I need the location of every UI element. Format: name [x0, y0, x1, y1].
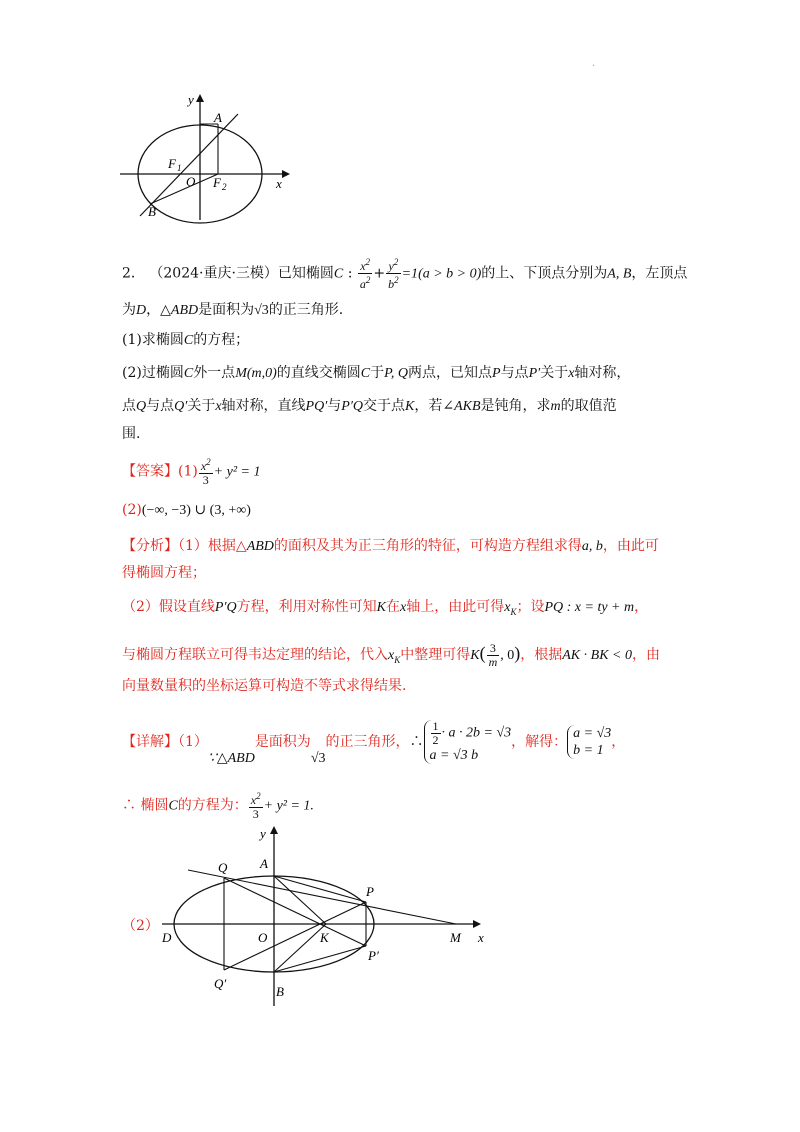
part-2-question-line-3: [122, 424, 140, 444]
analysis-vector-condition: AK · BK < 0: [562, 648, 632, 663]
fig2-label-d: D: [162, 930, 172, 945]
part1-label: (1)求椭圆: [122, 332, 184, 348]
detail-t2: 的正三角形，: [325, 734, 410, 750]
problem-text-3: ，左顶点: [631, 265, 688, 282]
detail-t1: 是面积为: [254, 734, 311, 750]
fig1-label-o: O: [186, 174, 196, 189]
analysis-l4-b: 中整理可得: [400, 647, 471, 663]
problem-line-2: [122, 300, 343, 321]
point-p-prime: P′: [528, 366, 541, 381]
detail-sqrt3: √3: [310, 751, 326, 766]
fig1-line-bo: [150, 174, 218, 204]
analysis-k-coord: K( $\frac{3}{m}$ , 0): [470, 641, 521, 670]
fig2-x-arrow: [473, 920, 481, 928]
part-2-question-line-1: [122, 363, 630, 384]
triangle-abd: ABD: [170, 303, 199, 318]
answer-interval: (−∞, −3) ∪ (3, +∞): [141, 503, 251, 518]
analysis-tag: 【分析】: [122, 538, 178, 554]
point-k: K: [405, 399, 415, 414]
analysis-l5: 向量数量积的坐标运算可构造不等式求得结果.: [122, 678, 407, 694]
part2-l1-a: (2)过椭圆: [122, 365, 184, 381]
analysis-l3-c: 在: [386, 599, 400, 615]
frac-y2-b2: $\frac{y^2}{b^2}$: [388, 257, 399, 291]
part2-l1-d: 于: [370, 365, 385, 381]
fig2-label-b: B: [276, 984, 284, 999]
part2-l1-h: 轴对称，: [574, 365, 631, 381]
analysis-x: x: [400, 600, 407, 615]
fig1-line-ab: [140, 114, 238, 216]
answer-frac: $\frac{x^2}{3}$: [200, 457, 211, 487]
part2-l2-h: 是钝角，求: [480, 398, 551, 414]
part2-l3: 围.: [122, 426, 141, 442]
detail-conclusion-rest: + y² = 1.: [263, 798, 314, 814]
points-pq: P, Q: [384, 366, 408, 381]
detail-conclusion-b: 的方程为：: [177, 797, 248, 814]
fig1-x-arrow: [282, 170, 290, 178]
answer-line-2: [122, 500, 251, 521]
part2-l2-i: 的取值范: [560, 398, 617, 414]
sqrt-3: √3: [254, 303, 269, 318]
part2-l2-x: x: [215, 399, 222, 414]
part2-l2-d: 轴对称，直线: [221, 398, 306, 414]
part2-l2-b: 与点: [146, 398, 175, 414]
ellipse-figure-1: [110, 88, 300, 228]
angle-akb: AKB: [454, 399, 481, 414]
part1-c: C: [183, 333, 194, 348]
vertices-ab: A, B: [607, 266, 632, 282]
detail-conclusion-a: ∴ 椭圆: [122, 797, 169, 814]
detail-conclusion: [122, 790, 314, 821]
part-1-question: [122, 330, 249, 351]
part2-l2-g: ，若∠: [414, 398, 455, 414]
point-m: M(m,0): [235, 366, 277, 381]
problem-text-2: 的上、下顶点分别为: [481, 265, 608, 282]
analysis-l3-b: 方程，利用对称性可知: [236, 599, 377, 615]
fig2-label-x: x: [478, 930, 484, 945]
analysis-line-2: [122, 563, 206, 583]
answer-rest: + y² = 1: [213, 464, 261, 480]
point-p: P: [492, 366, 501, 381]
fig1-label-x: x: [276, 176, 282, 191]
analysis-l4-a: 与椭圆方程联立可得韦达定理的结论，代入: [122, 647, 388, 663]
fig2-y-arrow: [270, 826, 278, 834]
point-q: Q: [136, 399, 147, 414]
fig2-label-q: Q: [218, 860, 228, 875]
frac-x2-a2: $\frac{x^2}{a^2}$: [359, 257, 371, 291]
fig2-label-m: M: [450, 930, 461, 945]
detail-t4: ，: [611, 734, 626, 750]
detail-tag: 【详解】: [122, 734, 178, 750]
analysis-l3-a: （2）假设直线: [122, 599, 215, 615]
part2-l2-e: 与: [327, 398, 342, 414]
fig2-label-qp: Q′: [214, 976, 227, 991]
part2-l1-f: 与点: [500, 365, 529, 381]
answer-tag: 【答案】: [122, 463, 178, 480]
figure-2-label: （2）: [122, 918, 159, 934]
problem-line2-c: 是面积为: [198, 302, 255, 318]
part2-l2-a: 点: [122, 398, 136, 414]
fig1-y-arrow: [196, 94, 204, 102]
detail-solution: a = √3 b = 1: [567, 725, 611, 759]
page-dot: .: [592, 58, 596, 69]
analysis-l4-c: ，根据: [520, 647, 563, 663]
analysis-l4-x-k: $x_K$: [388, 648, 401, 665]
part2-l1-g: 关于: [540, 365, 569, 381]
vertex-d: D: [136, 303, 147, 318]
detail-system: $\frac{1}{2}$ · a · 2b = √3 a = √3 b: [424, 720, 512, 764]
analysis-line-eq: PQ : x = ty + m: [544, 600, 635, 615]
problem-line-1: 2． （2024·重庆·三模）已知椭圆C : $\frac{x^2}{a^2}$ + $\frac{y^2}{b^2}$ =1(a > b > 0)的上、下顶点分别为A, B，左顶点: [122, 257, 688, 291]
equation-rhs: =1: [401, 266, 419, 282]
detail-because: ∵△ABD: [207, 751, 255, 766]
point-q-prime: Q′: [174, 399, 188, 414]
problem-ellipse-c: C: [333, 266, 344, 282]
problem-line2-b: ，△: [146, 302, 171, 318]
answer-line-1: [122, 456, 260, 487]
part2-l1-x: x: [568, 366, 575, 381]
analysis-l1-a: （1）根据△: [178, 538, 247, 554]
ellipse-figure-2: [148, 820, 498, 1010]
detail-conclusion-frac: $\frac{x^2}{3}$: [250, 791, 261, 821]
problem-number: 2．: [122, 265, 145, 282]
part2-l1-c2: C: [360, 366, 371, 381]
analysis-p-prime-q: P′Q: [214, 600, 237, 615]
analysis-abd: ABD: [246, 539, 274, 554]
part2-l1-text-c: 的直线交椭圆: [276, 365, 361, 381]
part2-l1-e: 两点，已知点: [408, 365, 492, 381]
condition-a-b: (a > b > 0): [418, 266, 482, 282]
problem-source: （2024·重庆·三模）: [149, 265, 278, 282]
analysis-line-1: [122, 536, 659, 557]
part2-l2-c: 关于: [187, 398, 216, 414]
part2-l2-f: 交于点: [363, 398, 405, 414]
analysis-l3-f: ，: [634, 599, 649, 615]
fig1-label-y: y: [188, 92, 194, 107]
fig1-label-f1: F: [168, 156, 176, 171]
analysis-k: K: [376, 600, 386, 615]
fig2-label-p: P: [366, 884, 374, 899]
detail-p1: （1）: [178, 734, 208, 750]
fig2-label-pp: P′: [368, 948, 379, 963]
part1-rest: 的方程；: [193, 332, 250, 348]
problem-line2-a: 为: [122, 302, 136, 318]
param-m: m: [550, 399, 561, 414]
fig1-label-f2: F: [213, 175, 221, 190]
problem-text-1: 已知椭圆: [277, 265, 334, 282]
analysis-ab: a, b: [581, 539, 603, 554]
fig2-label-y: y: [260, 826, 266, 841]
analysis-l4-d: ，由: [631, 647, 660, 663]
part2-l1-c: C: [183, 366, 194, 381]
fig2-label-a: A: [260, 856, 268, 871]
analysis-line-4: [122, 638, 660, 675]
fig1-label-f1-sub: 1: [177, 163, 182, 173]
fig2-line-m-q: [188, 870, 456, 924]
part2-l1-b: 外一点: [193, 365, 236, 381]
fig2-label-o: O: [258, 930, 268, 945]
fig2-label-k: K: [320, 930, 329, 945]
fig1-label-a: A: [214, 110, 222, 125]
detail-therefore: ∴: [409, 734, 424, 750]
line-pq-prime: PQ′: [305, 399, 328, 414]
fig1-label-f2-sub: 2: [222, 182, 227, 192]
fig1-label-b: B: [148, 204, 156, 219]
answer-p1: (1): [178, 463, 198, 480]
detail-line-1: [122, 712, 625, 773]
analysis-l3-e: ；设: [516, 599, 545, 615]
analysis-l1-c: ，由此可: [602, 538, 659, 554]
detail-t3: ，解得：: [511, 734, 568, 750]
analysis-l1-b: 的面积及其为正三角形的特征，可构造方程组求得: [273, 538, 582, 554]
detail-conclusion-c: C: [168, 798, 178, 814]
answer-p2: (2): [122, 502, 142, 518]
part-2-question-line-2: [122, 396, 617, 417]
analysis-l3-d: 轴上，由此可得: [406, 599, 505, 615]
problem-line2-d: 的正三角形.: [268, 302, 344, 318]
analysis-line-3: [122, 597, 648, 622]
analysis-l2: 得椭圆方程；: [122, 565, 206, 581]
analysis-line-5: [122, 676, 406, 696]
analysis-x-k: $x_K$: [504, 600, 517, 617]
line-p-prime-q: P′Q: [341, 399, 363, 414]
